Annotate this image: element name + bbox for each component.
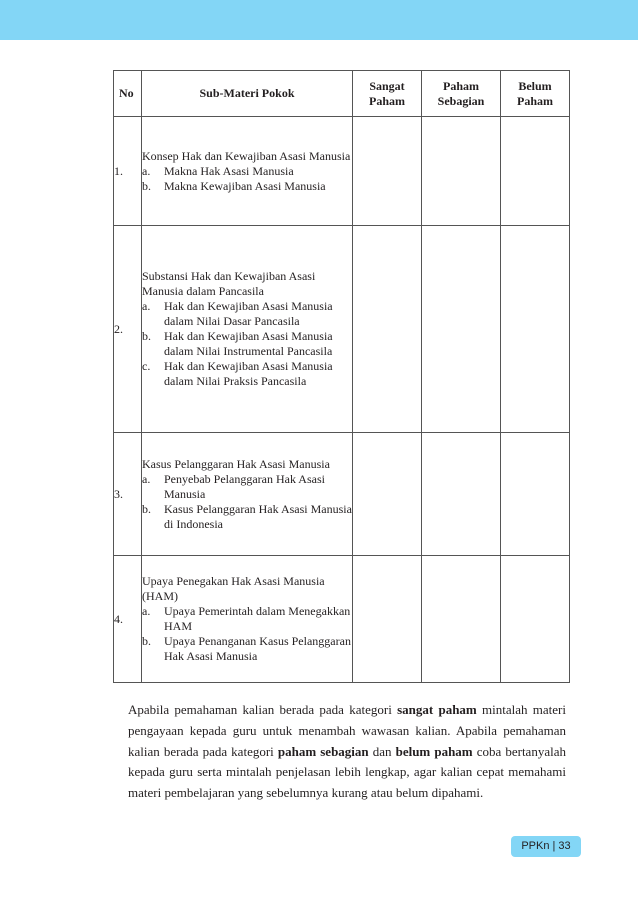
- header-sub-materi: Sub-Materi Pokok: [142, 71, 353, 117]
- paragraph-text: Apabila pemahaman kalian berada pada kategori: [128, 702, 398, 717]
- cell-belum-paham[interactable]: [501, 226, 570, 433]
- cell-sangat-paham[interactable]: [353, 226, 422, 433]
- materi-subitem: [142, 359, 352, 389]
- cell-paham-sebagian[interactable]: [422, 556, 501, 683]
- row-number: 4.: [114, 556, 142, 683]
- header-paham-sebagian-text: Paham Sebagian: [437, 78, 485, 108]
- paragraph-text: mintalah materi pengayaan kepada guru untuk menambah wawasan kalian. Apabila pemahaman kalian berada pada kategori: [128, 702, 566, 759]
- materi-subitem: [142, 164, 352, 179]
- table-row: [114, 117, 570, 226]
- table-row: [114, 226, 570, 433]
- materi-subitem: [142, 179, 352, 194]
- paragraph-text: coba bertanyalah kepada guru serta mintalah penjelasan lebih lengkap, agar kalian cepat memahami materi pembelajaran yang sebelumnya kurang atau belum dipahami.: [128, 743, 566, 801]
- row-number: 3.: [114, 433, 142, 556]
- cell-paham-sebagian[interactable]: [422, 433, 501, 556]
- materi-subitem: [142, 604, 352, 634]
- subitem-label: b.: [142, 178, 151, 193]
- materi-title: Konsep Hak dan Kewajiban Asasi Manusia: [142, 148, 351, 163]
- materi-subitem: [142, 472, 352, 502]
- subitem-label: a.: [142, 299, 151, 313]
- cell-belum-paham[interactable]: [501, 117, 570, 226]
- subitem-label: c.: [142, 359, 151, 373]
- row-number: 2.: [114, 226, 142, 433]
- subitem-text: Hak dan Kewajiban Asasi Manusia dalam Nilai Instrumental Pancasila: [164, 329, 333, 358]
- materi-subitem: [142, 299, 352, 329]
- subitem-label: b.: [142, 329, 151, 343]
- row-materi: [142, 433, 353, 556]
- row-materi: [142, 226, 353, 433]
- subitem-label: a.: [142, 163, 151, 178]
- materi-title: Upaya Penegakan Hak Asasi Manusia (HAM): [142, 574, 325, 603]
- subitem-text: Hak dan Kewajiban Asasi Manusia dalam Nilai Dasar Pancasila: [164, 299, 333, 328]
- header-paham-sebagian: [422, 71, 501, 117]
- instruction-paragraph: [128, 700, 566, 804]
- cell-sangat-paham[interactable]: [353, 117, 422, 226]
- header-belum-paham-text: Belum Paham: [517, 78, 553, 108]
- table-header-row: [114, 71, 570, 117]
- subitem-text: Makna Hak Asasi Manusia: [164, 163, 294, 178]
- page-number-badge: PPKn | 33: [511, 836, 581, 857]
- row-number: 1.: [114, 117, 142, 226]
- cell-belum-paham[interactable]: [501, 433, 570, 556]
- subitem-label: a.: [142, 604, 151, 618]
- paragraph-bold-sangat-paham: sangat paham: [397, 702, 477, 717]
- subitem-text: Makna Kewajiban Asasi Manusia: [164, 178, 326, 193]
- header-belum-paham: [501, 71, 570, 117]
- materi-subitem: [142, 634, 352, 664]
- subitem-label: a.: [142, 471, 151, 486]
- subitem-label: b.: [142, 501, 151, 516]
- materi-title: Substansi Hak dan Kewajiban Asasi Manusia dalam Pancasila: [142, 269, 316, 298]
- paragraph-bold-belum-paham: belum paham: [395, 743, 473, 759]
- assessment-table: [113, 70, 570, 683]
- cell-sangat-paham[interactable]: [353, 556, 422, 683]
- table-row: [114, 556, 570, 683]
- row-materi: [142, 556, 353, 683]
- table-row: [114, 433, 570, 556]
- row-materi: [142, 117, 353, 226]
- subitem-text: Kasus Pelanggaran Hak Asasi Manusia di Indonesia: [164, 501, 352, 531]
- materi-subitem: [142, 329, 352, 359]
- subitem-text: Upaya Pemerintah dalam Menegakkan HAM: [164, 604, 351, 633]
- subitem-text: Upaya Penanganan Kasus Pelanggaran Hak Asasi Manusia: [164, 634, 351, 663]
- cell-belum-paham[interactable]: [501, 556, 570, 683]
- paragraph-bold-paham-sebagian: paham sebagian: [277, 743, 369, 759]
- header-band: [0, 0, 638, 40]
- paragraph-text: dan: [368, 743, 396, 759]
- header-sangat-paham-text: Sangat Paham: [369, 78, 405, 108]
- cell-paham-sebagian[interactable]: [422, 226, 501, 433]
- header-sangat-paham: [353, 71, 422, 117]
- materi-title: Kasus Pelanggaran Hak Asasi Manusia: [142, 456, 330, 471]
- cell-paham-sebagian[interactable]: [422, 117, 501, 226]
- subitem-text: Penyebab Pelanggaran Hak Asasi Manusia: [164, 471, 325, 501]
- cell-sangat-paham[interactable]: [353, 433, 422, 556]
- subitem-label: b.: [142, 634, 151, 648]
- materi-subitem: [142, 502, 352, 532]
- subitem-text: Hak dan Kewajiban Asasi Manusia dalam Nilai Praksis Pancasila: [164, 359, 333, 388]
- header-no: No: [114, 71, 142, 117]
